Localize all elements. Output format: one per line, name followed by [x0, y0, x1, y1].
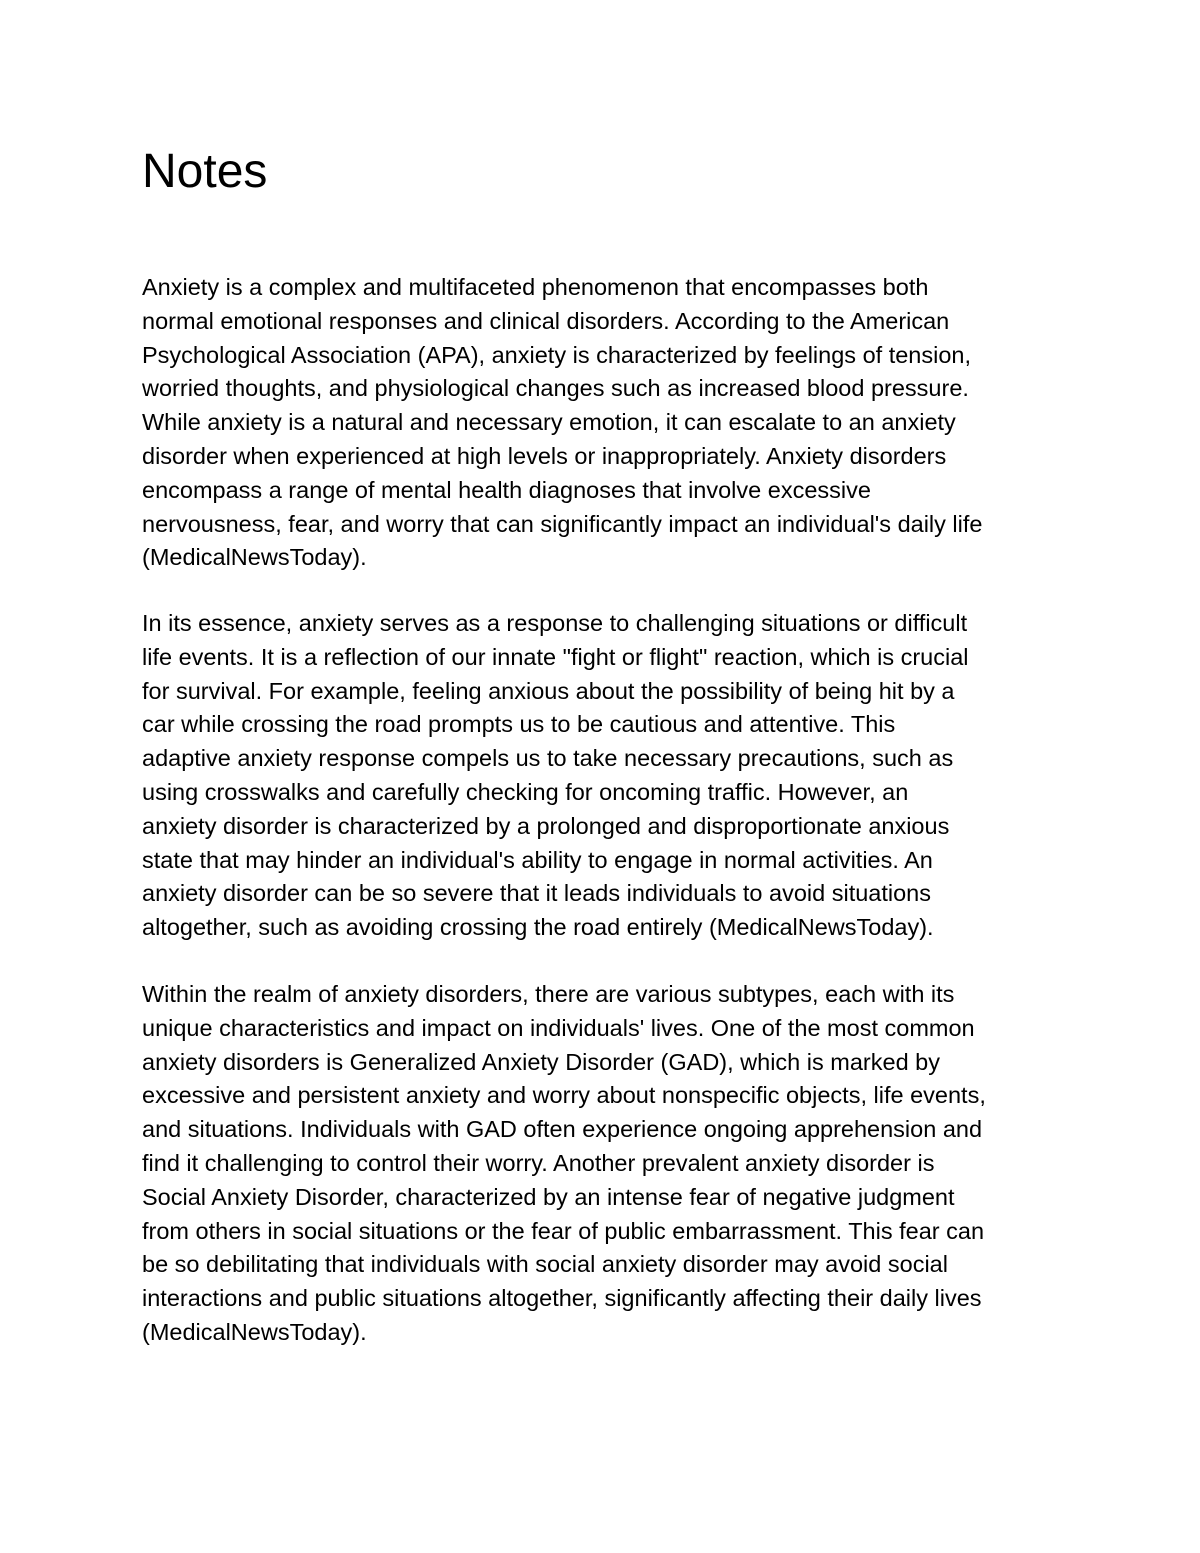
text-line: While anxiety is a natural and necessary emotion, it can escalate to an anxiety [142, 409, 956, 436]
page-title: Notes [142, 145, 268, 198]
text-line: from others in social situations or the fear of public embarrassment. This fear can [142, 1217, 985, 1244]
text-line: anxiety disorder can be so severe that it leads individuals to avoid situations [142, 880, 932, 907]
text-line: Psychological Association (APA), anxiety is characterized by feelings of tension, [142, 341, 972, 368]
text-line: encompass a range of mental health diagnoses that involve excessive [142, 476, 871, 503]
paragraph-3 [142, 978, 1082, 1350]
text-line: anxiety disorders is Generalized Anxiety Disorder (GAD), which is marked by [142, 1048, 940, 1075]
text-line: interactions and public situations altogether, significantly affecting their daily lives [142, 1285, 982, 1312]
paragraph-2 [142, 607, 1082, 945]
text-line: Anxiety is a complex and multifaceted phenomenon that encompasses both [142, 274, 929, 300]
text-line: be so debilitating that individuals with social anxiety disorder may avoid social [142, 1251, 948, 1278]
text-line: excessive and persistent anxiety and worry about nonspecific objects, life events, [142, 1082, 986, 1109]
text-line: state that may hinder an individual's ability to engage in normal activities. An [142, 846, 933, 873]
text-line: using crosswalks and carefully checking for oncoming traffic. However, an [142, 778, 909, 805]
text-line: unique characteristics and impact on individuals' lives. One of the most common [142, 1014, 975, 1041]
text-line: nervousness, fear, and worry that can significantly impact an individual's daily life [142, 510, 983, 537]
text-line: and situations. Individuals with GAD often experience ongoing apprehension and [142, 1116, 983, 1143]
text-line: normal emotional responses and clinical disorders. According to the American [142, 307, 950, 334]
text-line: car while crossing the road prompts us to be cautious and attentive. This [142, 711, 896, 738]
text-line: Social Anxiety Disorder, characterized by an intense fear of negative judgment [142, 1183, 955, 1210]
text-line: anxiety disorder is characterized by a prolonged and disproportionate anxious [142, 812, 950, 839]
paragraph-1 [142, 271, 1082, 575]
text-line: for survival. For example, feeling anxious about the possibility of being hit by a [142, 677, 955, 704]
text-line: disorder when experienced at high levels or inappropriately. Anxiety disorders [142, 442, 947, 469]
text-line: (MedicalNewsToday). [142, 544, 367, 571]
text-line: life events. It is a reflection of our innate "fight or flight" reaction, which is crucial [142, 643, 969, 670]
text-line: find it challenging to control their worry. Another prevalent anxiety disorder is [142, 1149, 935, 1176]
text-line: (MedicalNewsToday). [142, 1318, 367, 1345]
text-line: altogether, such as avoiding crossing the road entirely (MedicalNewsToday). [142, 914, 934, 941]
text-line: adaptive anxiety response compels us to take necessary precautions, such as [142, 745, 954, 772]
text-line: In its essence, anxiety serves as a response to challenging situations or difficult [142, 610, 968, 636]
text-line: Within the realm of anxiety disorders, there are various subtypes, each with its [142, 981, 955, 1007]
text-line: worried thoughts, and physiological changes such as increased blood pressure. [142, 375, 969, 402]
